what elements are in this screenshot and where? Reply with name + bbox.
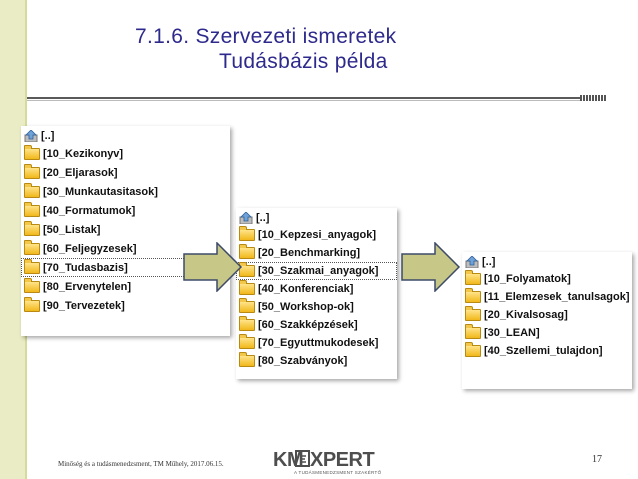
divider-pattern xyxy=(580,95,607,101)
folder-label: [30_Munkautasitasok] xyxy=(43,185,158,198)
folder-label: [80_Szabványok] xyxy=(258,355,348,367)
folder-icon xyxy=(239,319,255,331)
folder-row[interactable] xyxy=(236,226,397,244)
folder-row[interactable] xyxy=(236,352,397,370)
folder-icon xyxy=(24,243,40,255)
folder-row[interactable] xyxy=(21,163,230,182)
folder-row[interactable] xyxy=(462,270,632,288)
folder-icon xyxy=(239,229,255,241)
folder-row-selected[interactable] xyxy=(236,262,397,280)
folder-row[interactable] xyxy=(462,288,632,306)
folder-label: [50_Workshop-ok] xyxy=(258,301,354,313)
folder-label: [40_Szellemi_tulajdon] xyxy=(484,345,603,357)
folder-label: [90_Tervezetek] xyxy=(43,299,125,312)
folder-row[interactable] xyxy=(462,306,632,324)
up-folder-row[interactable] xyxy=(236,210,397,226)
folder-label: [60_Feljegyzesek] xyxy=(43,242,137,255)
up-folder-row[interactable] xyxy=(462,254,632,270)
folder-row[interactable] xyxy=(236,244,397,262)
up-folder-label: [..] xyxy=(256,212,270,224)
folder-icon xyxy=(465,273,481,285)
folder-label: [30_LEAN] xyxy=(484,327,540,339)
up-folder-icon xyxy=(239,212,253,224)
up-folder-label: [..] xyxy=(482,256,496,268)
slide-title-line2: Tudásbázis példa xyxy=(219,50,388,73)
slide-title xyxy=(135,24,515,74)
folder-icon xyxy=(24,300,40,312)
right-arrow-icon xyxy=(401,242,461,292)
folder-row[interactable] xyxy=(21,144,230,163)
footer-text: Minőség és a tudásmenedzsment, TM Műhely, 2017.06.15. xyxy=(58,460,224,468)
folder-icon xyxy=(24,167,40,179)
folder-icon xyxy=(239,355,255,367)
logo-text-right: XPERT xyxy=(310,449,375,471)
folder-row[interactable] xyxy=(462,324,632,342)
folder-list-panel-1 xyxy=(21,126,230,336)
folder-list-panel-2 xyxy=(236,208,397,379)
folder-label: [10_Folyamatok] xyxy=(484,273,571,285)
folder-row[interactable] xyxy=(21,220,230,239)
folder-icon xyxy=(465,327,481,339)
folder-label: [80_Ervenytelen] xyxy=(43,280,132,293)
page-number: 17 xyxy=(592,454,602,465)
kmexpert-logo xyxy=(260,446,382,476)
folder-icon xyxy=(24,186,40,198)
title-divider-shadow xyxy=(27,100,607,101)
folder-icon xyxy=(239,337,255,349)
folder-icon xyxy=(465,345,481,357)
folder-label: [30_Szakmai_anyagok] xyxy=(258,265,379,277)
folder-label: [50_Listak] xyxy=(43,223,101,236)
up-folder-row[interactable] xyxy=(21,128,230,144)
folder-row[interactable] xyxy=(236,280,397,298)
folder-list-panel-3 xyxy=(462,252,632,389)
folder-label: [40_Konferenciak] xyxy=(258,283,354,295)
folder-icon xyxy=(24,205,40,217)
folder-label: [10_Kepzesi_anyagok] xyxy=(258,229,376,241)
folder-label: [60_Szakképzések] xyxy=(258,319,358,331)
slide-title-line1: 7.1.6. Szervezeti ismeretek xyxy=(135,25,397,48)
folder-row[interactable] xyxy=(236,316,397,334)
logo-tagline: A TUDÁSMENEDZSMENT SZAKÉRTŐ xyxy=(294,470,382,475)
folder-label: [10_Kezikonyv] xyxy=(43,147,124,160)
up-folder-icon xyxy=(465,256,479,268)
folder-row[interactable] xyxy=(236,334,397,352)
folder-label: [20_Kivalsosag] xyxy=(484,309,568,321)
logo-text-left: KM xyxy=(273,449,304,471)
right-arrow-icon xyxy=(183,242,243,292)
folder-icon xyxy=(239,301,255,313)
folder-icon xyxy=(24,262,40,274)
folder-row[interactable] xyxy=(21,182,230,201)
folder-label: [20_Benchmarking] xyxy=(258,247,361,259)
folder-label: [70_Egyuttmukodesek] xyxy=(258,337,379,349)
up-folder-label: [..] xyxy=(41,130,55,142)
folder-row[interactable] xyxy=(236,298,397,316)
folder-row[interactable] xyxy=(21,201,230,220)
folder-row[interactable] xyxy=(21,296,230,315)
folder-label: [11_Elemzesek_tanulsagok] xyxy=(484,291,630,303)
folder-icon xyxy=(24,281,40,293)
up-folder-icon xyxy=(24,130,38,142)
folder-icon xyxy=(24,224,40,236)
folder-label: [70_Tudasbazis] xyxy=(43,261,128,274)
folder-label: [20_Eljarasok] xyxy=(43,166,118,179)
folder-row[interactable] xyxy=(462,342,632,360)
folder-icon xyxy=(465,309,481,321)
folder-label: [40_Formatumok] xyxy=(43,204,136,217)
folder-icon xyxy=(465,291,481,303)
folder-icon xyxy=(24,148,40,160)
title-divider xyxy=(27,97,607,99)
